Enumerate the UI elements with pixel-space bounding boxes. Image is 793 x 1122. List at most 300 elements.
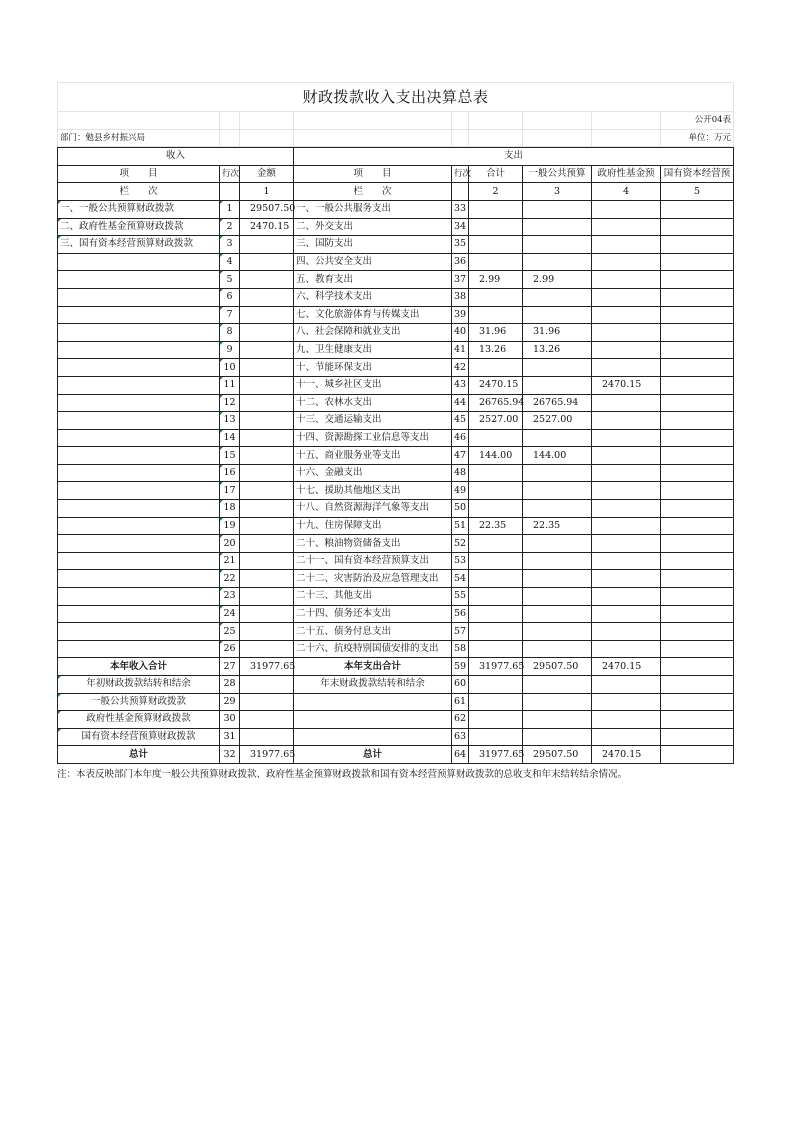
state-capital-amount <box>661 394 734 412</box>
table-row <box>58 412 734 430</box>
expense-row-no: 34 <box>452 218 469 236</box>
income-item <box>58 394 220 412</box>
income-amount <box>240 271 294 289</box>
income-amount <box>240 570 294 588</box>
total-row <box>58 658 734 676</box>
income-total-no: 27 <box>220 658 240 676</box>
expense-grand-total-capital <box>661 746 734 764</box>
table-row <box>58 447 734 465</box>
state-capital-amount <box>661 236 734 254</box>
expense-item: 七、文化旅游体育与传媒支出 <box>294 306 452 324</box>
expense-total <box>469 253 523 271</box>
income-item <box>58 429 220 447</box>
income-grand-total-no: 32 <box>220 746 240 764</box>
carry-income-row-no: 31 <box>220 728 240 746</box>
state-capital-amount <box>661 623 734 641</box>
gov-fund-amount <box>592 464 661 482</box>
col-3: 3 <box>523 183 592 201</box>
income-amount <box>240 236 294 254</box>
table-row <box>58 288 734 306</box>
general-budget-amount: 26765.94 <box>523 394 592 412</box>
expense-total <box>469 500 523 518</box>
expense-total-total: 31977.65 <box>469 658 523 676</box>
expense-item: 十六、金融支出 <box>294 464 452 482</box>
income-row-no: 20 <box>220 535 240 553</box>
state-capital-amount <box>661 200 734 218</box>
state-capital-amount <box>661 535 734 553</box>
expense-total-capital <box>661 658 734 676</box>
carry-income-item: 年初财政拨款结转和结余 <box>58 676 220 694</box>
income-amount <box>240 253 294 271</box>
carry-expense-item <box>294 728 452 746</box>
carry-income-amount <box>240 693 294 711</box>
state-capital-amount <box>661 429 734 447</box>
state-capital-amount <box>661 570 734 588</box>
income-amount <box>240 464 294 482</box>
general-budget-header: 一般公共预算 <box>523 165 592 183</box>
income-row-no: 11 <box>220 376 240 394</box>
income-amount: 29507.50 <box>240 200 294 218</box>
expense-row-no: 35 <box>452 236 469 254</box>
department-label: 部门：勉县乡村振兴局 <box>58 129 220 147</box>
col-1: 1 <box>240 183 294 201</box>
carry-income-item: 一般公共预算财政拨款 <box>58 693 220 711</box>
budget-table <box>57 147 734 764</box>
carry-expense-item <box>294 711 452 729</box>
expense-row-no: 57 <box>452 623 469 641</box>
form-code: 公开04表 <box>661 112 734 130</box>
income-amount <box>240 623 294 641</box>
carry-income-item: 国有资本经营预算财政拨款 <box>58 728 220 746</box>
expense-item: 二十三、其他支出 <box>294 588 452 606</box>
page-title: 财政拨款收入支出决算总表 <box>58 83 734 112</box>
income-amount <box>240 517 294 535</box>
expense-total <box>469 306 523 324</box>
table-row <box>58 693 734 711</box>
income-row-no: 6 <box>220 288 240 306</box>
table-row <box>58 535 734 553</box>
table-row <box>58 306 734 324</box>
report-sheet <box>57 82 733 780</box>
carry-gov-fund <box>592 728 661 746</box>
carry-expense-item <box>294 693 452 711</box>
table-row <box>58 500 734 518</box>
income-total-amount: 31977.65 <box>240 658 294 676</box>
carry-gov-fund <box>592 676 661 694</box>
income-item <box>58 306 220 324</box>
general-budget-amount: 13.26 <box>523 341 592 359</box>
general-budget-amount <box>523 552 592 570</box>
expense-item: 二十、粮油物资储备支出 <box>294 535 452 553</box>
col-5: 5 <box>661 183 734 201</box>
income-lanci: 栏 次 <box>58 183 220 201</box>
carry-expense-row-no: 62 <box>452 711 469 729</box>
col-4: 4 <box>592 183 661 201</box>
state-capital-amount <box>661 588 734 606</box>
expense-row-no: 51 <box>452 517 469 535</box>
income-amount <box>240 552 294 570</box>
expense-item: 十五、商业服务业等支出 <box>294 447 452 465</box>
carry-income-amount <box>240 676 294 694</box>
general-budget-amount <box>523 236 592 254</box>
expense-item: 十九、住房保障支出 <box>294 517 452 535</box>
income-amount <box>240 447 294 465</box>
carry-state-capital <box>661 711 734 729</box>
expense-total <box>469 218 523 236</box>
gov-fund-amount <box>592 482 661 500</box>
expense-total <box>469 588 523 606</box>
gov-fund-amount <box>592 640 661 658</box>
expense-total: 2527.00 <box>469 412 523 430</box>
expense-total <box>469 359 523 377</box>
state-capital-amount <box>661 482 734 500</box>
expense-total <box>469 605 523 623</box>
table-row <box>58 605 734 623</box>
gov-fund-amount <box>592 236 661 254</box>
general-budget-amount: 22.35 <box>523 517 592 535</box>
table-row <box>58 676 734 694</box>
income-item <box>58 623 220 641</box>
general-budget-amount <box>523 500 592 518</box>
income-amount: 2470.15 <box>240 218 294 236</box>
expense-total: 22.35 <box>469 517 523 535</box>
expense-item: 十、节能环保支出 <box>294 359 452 377</box>
state-capital-amount <box>661 517 734 535</box>
gov-fund-amount <box>592 394 661 412</box>
income-item <box>58 341 220 359</box>
state-capital-amount <box>661 306 734 324</box>
gov-fund-amount <box>592 341 661 359</box>
general-budget-amount <box>523 623 592 641</box>
income-item <box>58 482 220 500</box>
expense-row-no: 48 <box>452 464 469 482</box>
income-item <box>58 288 220 306</box>
general-budget-amount <box>523 200 592 218</box>
expense-total-general: 29507.50 <box>523 658 592 676</box>
expense-row-no: 39 <box>452 306 469 324</box>
expense-item: 二十四、债务还本支出 <box>294 605 452 623</box>
carry-gov-fund <box>592 711 661 729</box>
gov-fund-amount <box>592 412 661 430</box>
expense-lanci: 栏 次 <box>294 183 452 201</box>
expense-item: 十二、农林水支出 <box>294 394 452 412</box>
state-capital-amount <box>661 640 734 658</box>
expense-item-header: 项 目 <box>294 165 452 183</box>
state-capital-amount <box>661 271 734 289</box>
table-row <box>58 570 734 588</box>
income-row-no: 18 <box>220 500 240 518</box>
income-row-no: 13 <box>220 412 240 430</box>
income-section-header: 收入 <box>58 148 294 166</box>
expense-item: 十八、自然资源海洋气象等支出 <box>294 500 452 518</box>
general-budget-amount <box>523 376 592 394</box>
income-item <box>58 447 220 465</box>
income-item: 二、政府性基金预算财政拨款 <box>58 218 220 236</box>
table-row <box>58 253 734 271</box>
income-item-header: 项 目 <box>58 165 220 183</box>
expense-row-no: 47 <box>452 447 469 465</box>
expense-item: 四、公共安全支出 <box>294 253 452 271</box>
income-amount <box>240 288 294 306</box>
general-budget-amount: 2527.00 <box>523 412 592 430</box>
income-item <box>58 570 220 588</box>
general-budget-amount: 2.99 <box>523 271 592 289</box>
income-row-no: 12 <box>220 394 240 412</box>
gov-fund-amount <box>592 623 661 641</box>
expense-row-no: 33 <box>452 200 469 218</box>
general-budget-amount: 31.96 <box>523 324 592 342</box>
income-row-no: 23 <box>220 588 240 606</box>
expense-row-no: 53 <box>452 552 469 570</box>
expense-row-no: 40 <box>452 324 469 342</box>
table-row <box>58 341 734 359</box>
table-row <box>58 482 734 500</box>
header-row-lanci <box>58 183 734 201</box>
expense-grand-total-label: 总计 <box>294 746 452 764</box>
expense-row-no: 42 <box>452 359 469 377</box>
gov-fund-amount <box>592 517 661 535</box>
state-capital-header: 国有资本经营预 <box>661 165 734 183</box>
expense-total-no: 59 <box>452 658 469 676</box>
state-capital-amount <box>661 605 734 623</box>
income-amount <box>240 500 294 518</box>
table-row <box>58 359 734 377</box>
gov-fund-amount <box>592 447 661 465</box>
carry-general-budget <box>523 693 592 711</box>
state-capital-amount <box>661 376 734 394</box>
table-row <box>58 552 734 570</box>
income-amount <box>240 605 294 623</box>
expense-row-no: 56 <box>452 605 469 623</box>
expense-total: 144.00 <box>469 447 523 465</box>
expense-grand-total-fund: 2470.15 <box>592 746 661 764</box>
expense-grand-total-total: 31977.65 <box>469 746 523 764</box>
income-row-no: 8 <box>220 324 240 342</box>
expense-row-no: 41 <box>452 341 469 359</box>
gov-fund-amount <box>592 200 661 218</box>
table-row <box>58 394 734 412</box>
general-budget-amount <box>523 306 592 324</box>
general-budget-amount <box>523 253 592 271</box>
state-capital-amount <box>661 412 734 430</box>
carry-expense-total <box>469 676 523 694</box>
income-row-no: 26 <box>220 640 240 658</box>
income-item <box>58 535 220 553</box>
expense-section-header: 支出 <box>294 148 734 166</box>
income-item <box>58 271 220 289</box>
table-row <box>58 271 734 289</box>
income-amount <box>240 376 294 394</box>
income-amount <box>240 588 294 606</box>
income-amount <box>240 341 294 359</box>
income-row-no: 16 <box>220 464 240 482</box>
income-item <box>58 640 220 658</box>
carry-expense-row-no: 60 <box>452 676 469 694</box>
general-budget-amount: 144.00 <box>523 447 592 465</box>
expense-total <box>469 640 523 658</box>
income-item: 三、国有资本经营预算财政拨款 <box>58 236 220 254</box>
expense-item: 二、外交支出 <box>294 218 452 236</box>
income-row-no: 7 <box>220 306 240 324</box>
carry-state-capital <box>661 693 734 711</box>
income-row-no: 22 <box>220 570 240 588</box>
gov-fund-amount <box>592 359 661 377</box>
income-amount <box>240 394 294 412</box>
income-amount <box>240 535 294 553</box>
state-capital-amount <box>661 253 734 271</box>
income-amount <box>240 306 294 324</box>
income-amount <box>240 412 294 430</box>
expense-total <box>469 429 523 447</box>
gov-fund-amount <box>592 253 661 271</box>
general-budget-amount <box>523 429 592 447</box>
income-row-no: 10 <box>220 359 240 377</box>
expense-row-no: 45 <box>452 412 469 430</box>
gov-fund-amount <box>592 552 661 570</box>
gov-fund-amount: 2470.15 <box>592 376 661 394</box>
carry-general-budget <box>523 711 592 729</box>
general-budget-amount <box>523 288 592 306</box>
carry-expense-row-no: 63 <box>452 728 469 746</box>
carry-state-capital <box>661 728 734 746</box>
expense-total: 26765.94 <box>469 394 523 412</box>
state-capital-amount <box>661 464 734 482</box>
expense-total: 2.99 <box>469 271 523 289</box>
expense-total <box>469 570 523 588</box>
expense-item: 十四、资源勘探工业信息等支出 <box>294 429 452 447</box>
income-item <box>58 605 220 623</box>
table-row <box>58 588 734 606</box>
grand-total-row <box>58 746 734 764</box>
expense-row-no: 37 <box>452 271 469 289</box>
general-budget-amount <box>523 588 592 606</box>
expense-total <box>469 535 523 553</box>
table-row <box>58 324 734 342</box>
gov-fund-header: 政府性基金预 <box>592 165 661 183</box>
gov-fund-amount <box>592 288 661 306</box>
general-budget-amount <box>523 464 592 482</box>
income-item <box>58 464 220 482</box>
footnote: 注：本表反映部门本年度一般公共预算财政拨款、政府性基金预算财政拨款和国有资本经营预算财政拨款的总收支和年末结转结余情况。 <box>57 768 628 780</box>
expense-item: 八、社会保障和就业支出 <box>294 324 452 342</box>
income-row-no: 1 <box>220 200 240 218</box>
expense-total-header: 合计 <box>469 165 523 183</box>
income-row-no: 15 <box>220 447 240 465</box>
expense-row-no: 58 <box>452 640 469 658</box>
expense-total: 31.96 <box>469 324 523 342</box>
expense-total <box>469 482 523 500</box>
table-row <box>58 464 734 482</box>
income-amount <box>240 324 294 342</box>
state-capital-amount <box>661 447 734 465</box>
table-row <box>58 200 734 218</box>
carry-expense-item: 年末财政拨款结转和结余 <box>294 676 452 694</box>
table-row <box>58 236 734 254</box>
expense-total <box>469 464 523 482</box>
income-item <box>58 376 220 394</box>
income-row-no: 25 <box>220 623 240 641</box>
income-row-no: 4 <box>220 253 240 271</box>
income-amount-header: 金额 <box>240 165 294 183</box>
income-item <box>58 588 220 606</box>
income-amount <box>240 640 294 658</box>
carry-expense-total <box>469 711 523 729</box>
income-item <box>58 324 220 342</box>
expense-row-no: 52 <box>452 535 469 553</box>
income-row-no: 9 <box>220 341 240 359</box>
state-capital-amount <box>661 359 734 377</box>
income-item <box>58 552 220 570</box>
expense-row-no: 44 <box>452 394 469 412</box>
expense-row-no: 54 <box>452 570 469 588</box>
income-amount <box>240 359 294 377</box>
expense-item: 二十二、灾害防治及应急管理支出 <box>294 570 452 588</box>
expense-item: 二十五、债务付息支出 <box>294 623 452 641</box>
expense-total-fund: 2470.15 <box>592 658 661 676</box>
carry-income-amount <box>240 728 294 746</box>
expense-total <box>469 288 523 306</box>
gov-fund-amount <box>592 218 661 236</box>
income-row-no: 21 <box>220 552 240 570</box>
expense-total: 13.26 <box>469 341 523 359</box>
header-row-sections <box>58 148 734 166</box>
expense-item: 十七、援助其他地区支出 <box>294 482 452 500</box>
income-row-no: 19 <box>220 517 240 535</box>
income-row-no: 5 <box>220 271 240 289</box>
expense-item: 九、卫生健康支出 <box>294 341 452 359</box>
income-row-no: 24 <box>220 605 240 623</box>
table-row <box>58 218 734 236</box>
carry-income-row-no: 29 <box>220 693 240 711</box>
income-amount <box>240 482 294 500</box>
expense-total <box>469 200 523 218</box>
general-budget-amount <box>523 359 592 377</box>
carry-income-amount <box>240 711 294 729</box>
state-capital-amount <box>661 324 734 342</box>
expense-item: 五、教育支出 <box>294 271 452 289</box>
carry-income-row-no: 30 <box>220 711 240 729</box>
gov-fund-amount <box>592 306 661 324</box>
expense-total <box>469 236 523 254</box>
general-budget-amount <box>523 482 592 500</box>
expense-item: 十三、交通运输支出 <box>294 412 452 430</box>
income-row-no: 3 <box>220 236 240 254</box>
expense-row-no: 46 <box>452 429 469 447</box>
gov-fund-amount <box>592 588 661 606</box>
carry-gov-fund <box>592 693 661 711</box>
expense-row-no: 49 <box>452 482 469 500</box>
carry-expense-total <box>469 693 523 711</box>
expense-total <box>469 623 523 641</box>
gov-fund-amount <box>592 605 661 623</box>
expense-grand-total-general: 29507.50 <box>523 746 592 764</box>
table-row <box>58 728 734 746</box>
carry-expense-row-no: 61 <box>452 693 469 711</box>
general-budget-amount <box>523 605 592 623</box>
gov-fund-amount <box>592 271 661 289</box>
income-amount <box>240 429 294 447</box>
income-item: 一、一般公共预算财政拨款 <box>58 200 220 218</box>
income-row-no: 17 <box>220 482 240 500</box>
table-row <box>58 711 734 729</box>
expense-grand-total-no: 64 <box>452 746 469 764</box>
carry-expense-total <box>469 728 523 746</box>
expense-item: 一、一般公共服务支出 <box>294 200 452 218</box>
state-capital-amount <box>661 218 734 236</box>
income-item <box>58 359 220 377</box>
gov-fund-amount <box>592 570 661 588</box>
gov-fund-amount <box>592 429 661 447</box>
